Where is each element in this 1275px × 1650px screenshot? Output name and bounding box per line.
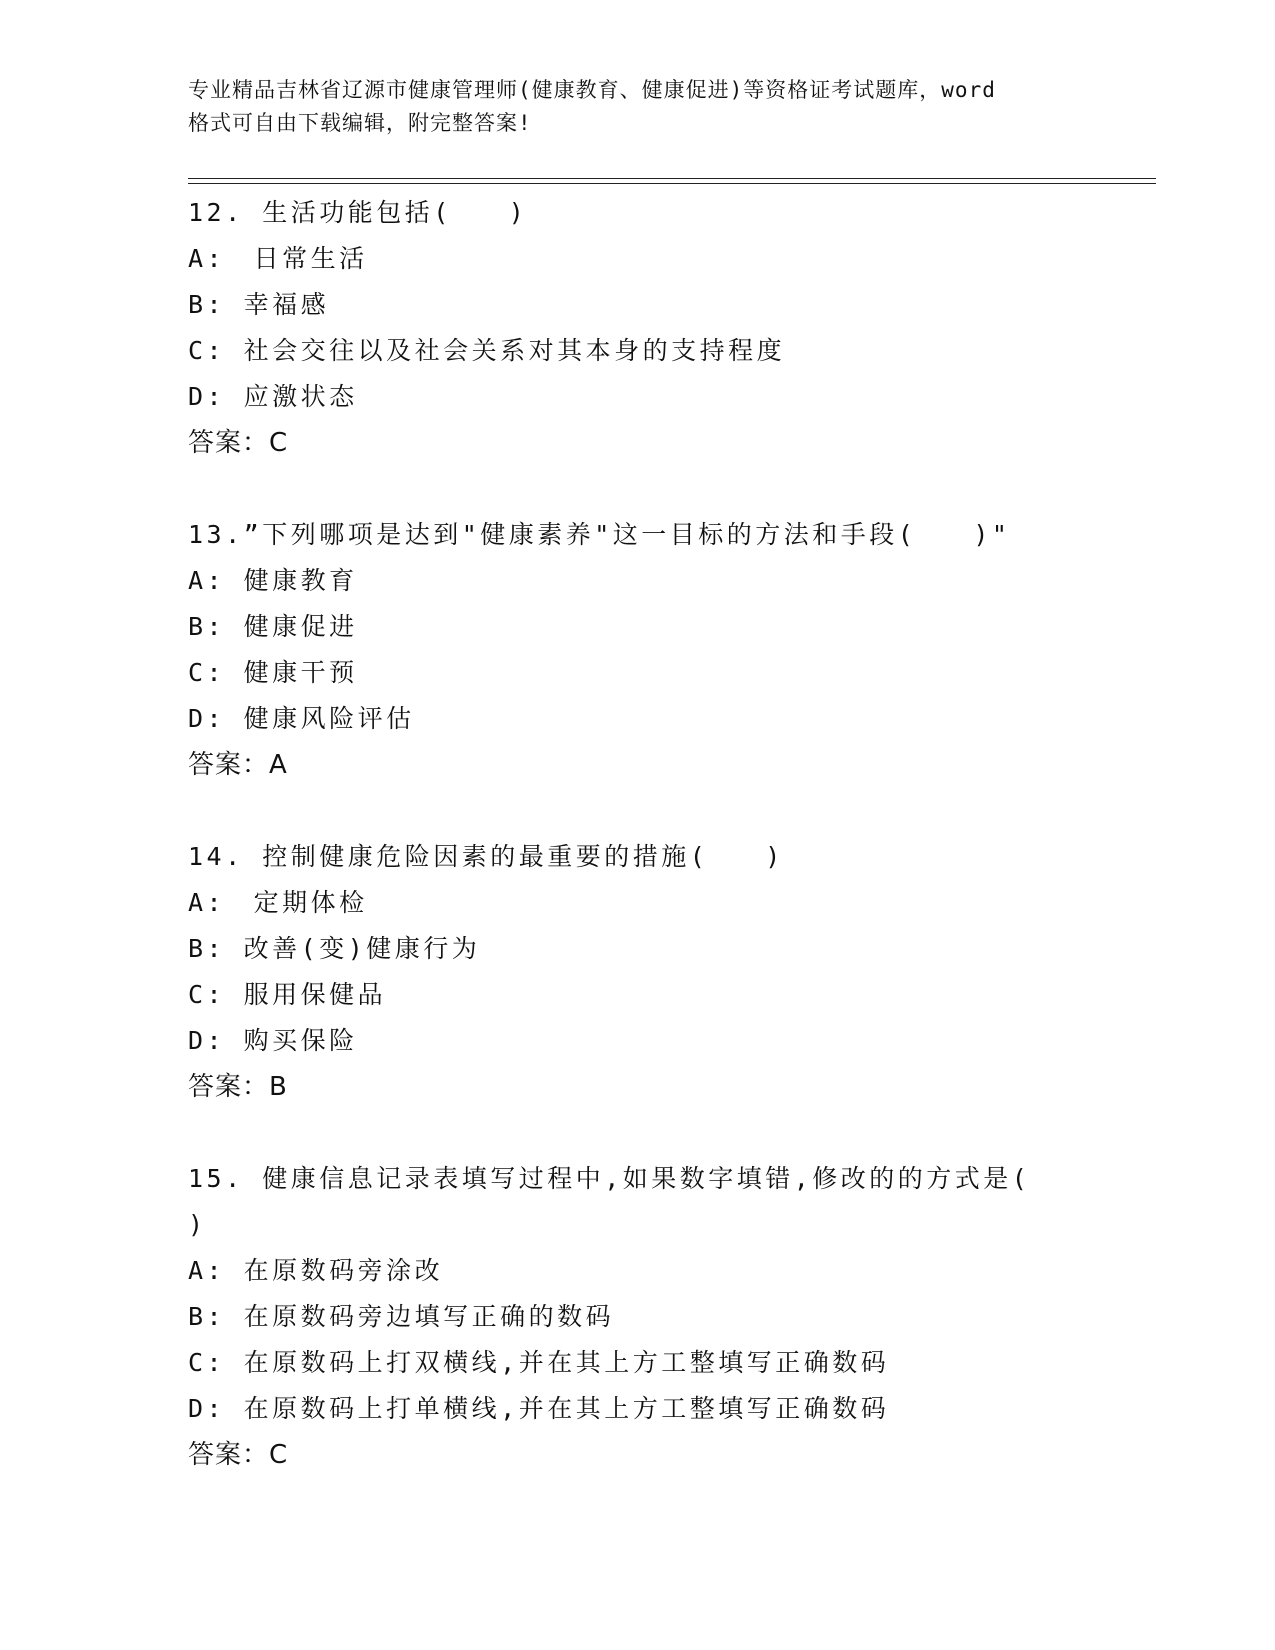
question-stem-continuation: ) xyxy=(188,1210,207,1239)
option-c: C: 在原数码上打双横线,并在其上方工整填写正确数码 xyxy=(188,1348,890,1377)
option-d: D: 健康风险评估 xyxy=(188,704,415,733)
header-line-2: 格式可自由下载编辑，附完整答案! xyxy=(188,111,532,135)
question-13 xyxy=(188,512,1148,788)
document-header xyxy=(188,74,1088,140)
option-c: C: 健康干预 xyxy=(188,658,358,687)
header-line-1: 专业精品吉林省辽源市健康管理师(健康教育、健康促进)等资格证考试题库，word xyxy=(188,78,996,102)
option-a: A: 在原数码旁涂改 xyxy=(188,1256,444,1285)
answer-label: 答案：A xyxy=(188,750,288,780)
header-rule-top xyxy=(188,178,1156,179)
option-b: B: 改善(变)健康行为 xyxy=(188,934,481,963)
question-14 xyxy=(188,834,1148,1110)
answer-label: 答案：C xyxy=(188,1440,289,1470)
header-rule-bottom xyxy=(188,183,1156,184)
question-list xyxy=(188,190,1148,1524)
option-b: B: 幸福感 xyxy=(188,290,330,319)
question-stem: 12. 生活功能包括( ) xyxy=(188,198,528,227)
option-a: A: 日常生活 xyxy=(188,244,368,273)
option-a: A: 定期体检 xyxy=(188,888,368,917)
question-stem: 13.”下列哪项是达到"健康素养"这一目标的方法和手段( )" xyxy=(188,520,1011,549)
option-d: D: 购买保险 xyxy=(188,1026,358,1055)
question-12 xyxy=(188,190,1148,466)
question-15 xyxy=(188,1156,1148,1478)
question-stem: 15. 健康信息记录表填写过程中,如果数字填错,修改的的方式是( xyxy=(188,1164,1031,1193)
answer-label: 答案：B xyxy=(188,1072,288,1102)
option-d: D: 在原数码上打单横线,并在其上方工整填写正确数码 xyxy=(188,1394,890,1423)
option-a: A: 健康教育 xyxy=(188,566,358,595)
option-b: B: 在原数码旁边填写正确的数码 xyxy=(188,1302,615,1331)
question-stem: 14. 控制健康危险因素的最重要的措施( ) xyxy=(188,842,784,871)
answer-label: 答案：C xyxy=(188,428,289,458)
option-c: C: 社会交往以及社会关系对其本身的支持程度 xyxy=(188,336,786,365)
option-c: C: 服用保健品 xyxy=(188,980,387,1009)
option-b: B: 健康促进 xyxy=(188,612,358,641)
option-d: D: 应激状态 xyxy=(188,382,358,411)
